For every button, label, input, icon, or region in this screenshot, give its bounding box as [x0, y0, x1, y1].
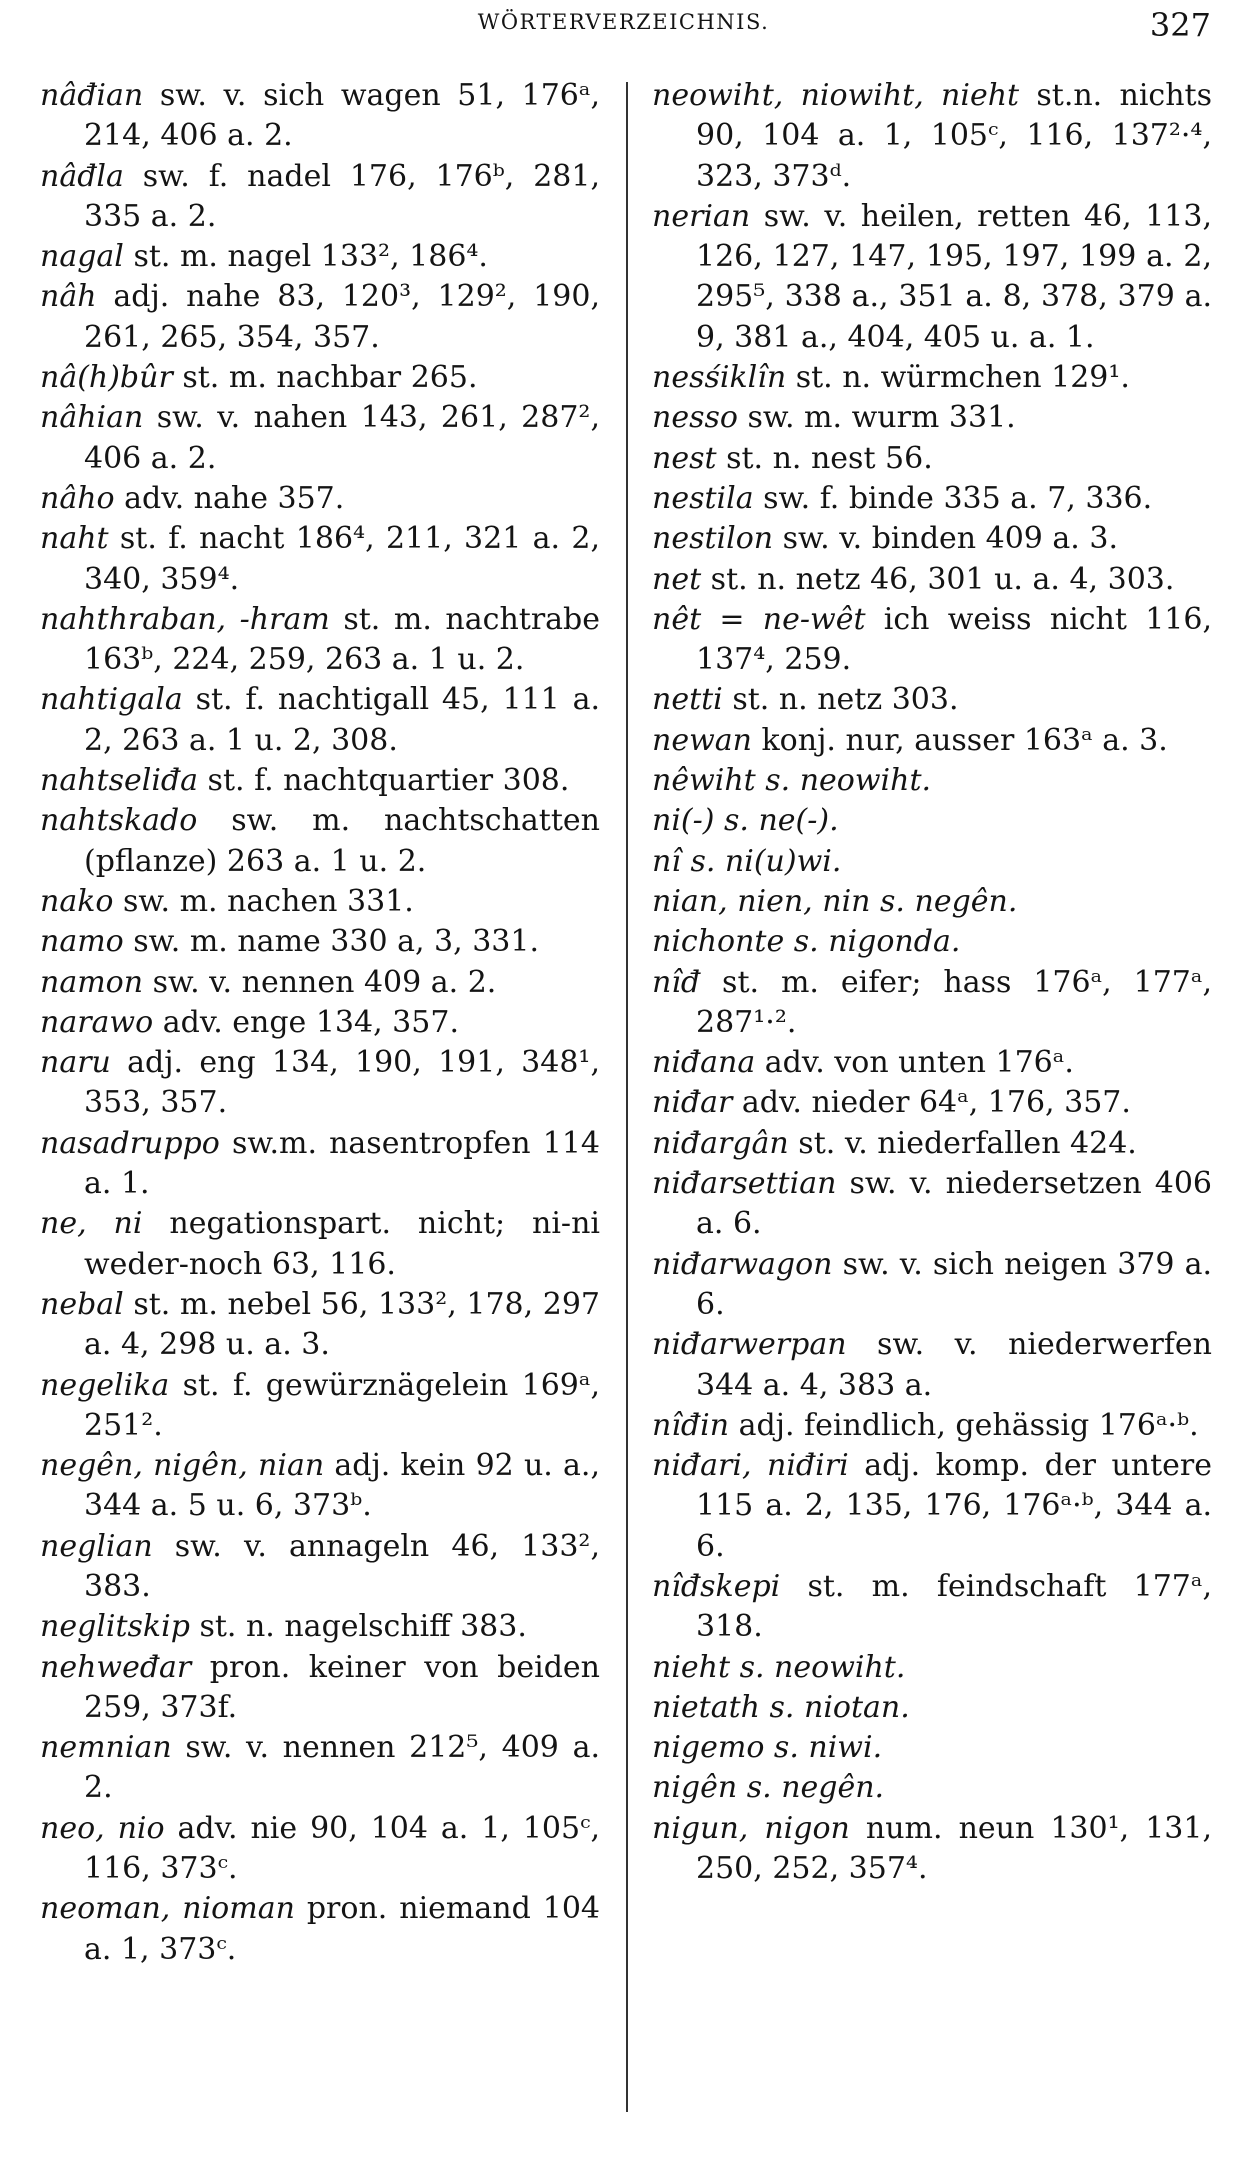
entry-text: st. f. nacht 186⁴, 211, 321 a. 2, 340, 359⁴.	[84, 521, 600, 597]
entry-text: ich weiss nicht 116, 137⁴, 259.	[696, 601, 1212, 678]
dictionary-entry	[40, 922, 600, 962]
entry-text: sw. v. nahen 143, 261, 287², 406 a. 2.	[84, 400, 600, 476]
entry-text: sw. v. nennen 409 a. 2.	[143, 964, 497, 1000]
headword: nâho	[40, 480, 115, 516]
dictionary-entry	[652, 1728, 1212, 1768]
dictionary-entry	[40, 1285, 600, 1366]
dictionary-entry	[40, 801, 600, 882]
entry-text: st. m. nachbar 265.	[172, 360, 478, 396]
dictionary-entry	[652, 761, 1212, 801]
headword: nigemo s. niwi.	[652, 1730, 883, 1766]
headword: nî s. ni(u)wi.	[652, 843, 842, 879]
running-title: WÖRTERVERZEICHNIS.	[477, 10, 770, 34]
headword: nieht s. neowiht.	[652, 1649, 906, 1685]
headword: nigun, nigon	[652, 1810, 850, 1846]
entry-text: st. m. nachtrabe 163ᵇ, 224, 259, 263 a. 1 u. 2.	[84, 601, 601, 678]
headword: nahtigala	[40, 682, 183, 718]
headword: naht	[40, 521, 109, 557]
headword: ni(-) s. ne(-).	[652, 803, 839, 839]
dictionary-entry	[40, 882, 600, 922]
dictionary-entry	[652, 1446, 1212, 1567]
headword: nîđin	[652, 1407, 730, 1443]
dictionary-entry	[652, 1124, 1212, 1164]
dictionary-entry	[652, 1325, 1212, 1406]
headword: nigên s. negên.	[652, 1770, 885, 1806]
headword: niđar	[652, 1085, 733, 1121]
dictionary-entry	[40, 963, 600, 1003]
dictionary-entry	[652, 1688, 1212, 1728]
headword: nebal	[40, 1286, 124, 1322]
headword: niđargân	[652, 1125, 789, 1161]
entry-text: st. n. würmchen 129¹.	[786, 360, 1130, 396]
headword: nîđskepi	[652, 1568, 781, 1604]
headword: niđari, niđiri	[652, 1448, 849, 1484]
entry-text: negationspart. nicht; ni-ni weder-noch 63, 116.	[84, 1206, 600, 1282]
dictionary-entry	[652, 560, 1212, 600]
headword: nahtseliđa	[40, 763, 199, 799]
entry-text: adj. feindlich, gehässig 176ᵃ·ᵇ.	[729, 1407, 1199, 1443]
dictionary-entry	[652, 197, 1212, 358]
entry-text: st. n. nagelschiff 383.	[189, 1609, 527, 1645]
headword: nako	[40, 883, 114, 919]
dictionary-entry	[652, 680, 1212, 720]
entry-text: sw. v. binden 409 a. 3.	[773, 521, 1119, 557]
dictionary-entry	[652, 1809, 1212, 1890]
dictionary-entry	[652, 882, 1212, 922]
dictionary-entry	[40, 76, 600, 157]
dictionary-entry	[652, 600, 1212, 681]
entry-text: adj. nahe 83, 120³, 129², 190, 261, 265, 354, 357.	[84, 279, 600, 355]
dictionary-entry	[40, 237, 600, 277]
entry-text: st. m. nagel 133², 186⁴.	[123, 239, 488, 275]
dictionary-entry	[40, 398, 600, 479]
headword: nahthraban, -hram	[40, 601, 330, 637]
dictionary-entry	[652, 842, 1212, 882]
dictionary-entry	[652, 76, 1212, 197]
entry-text: sw. v. niederwerfen 344 a. 4, 383 a.	[696, 1327, 1212, 1403]
entry-text: konj. nur, ausser 163ᵃ a. 3.	[751, 722, 1168, 758]
headword: nâđian	[40, 78, 144, 113]
dictionary-entry	[40, 1527, 600, 1608]
headword: narawo	[40, 1004, 154, 1040]
entry-text: sw. v. sich wagen 51, 176ᵃ, 214, 406 a. 2.	[84, 78, 600, 154]
headword: nesso	[652, 400, 738, 436]
entry-text: st. f. nachtigall 45, 111 a. 2, 263 a. 1 u. 2, 308.	[84, 682, 600, 758]
dictionary-entry	[652, 1043, 1212, 1083]
headword: nehweđar	[40, 1649, 192, 1685]
dictionary-entry	[40, 600, 600, 681]
headword: nâhian	[40, 400, 144, 436]
headword: nemnian	[40, 1730, 172, 1766]
entry-text: sw. m. nachen 331.	[113, 883, 414, 919]
dictionary-entry	[40, 1446, 600, 1527]
dictionary-entry	[40, 1889, 600, 1970]
dictionary-entry	[40, 761, 600, 801]
entry-text: st.n. nichts 90, 104 a. 1, 105ᶜ, 116, 137²·⁴, 323, 373ᵈ.	[696, 78, 1212, 194]
headword: neglian	[40, 1528, 153, 1564]
headword: neoman, nioman	[40, 1891, 295, 1927]
dictionary-entry	[40, 1809, 600, 1890]
headword: nagal	[40, 239, 124, 275]
dictionary-entry	[652, 1648, 1212, 1688]
entry-text: adv. nie 90, 104 a. 1, 105ᶜ, 116, 373ᶜ.	[84, 1810, 601, 1887]
entry-text: adv. nieder 64ᵃ, 176, 357.	[732, 1085, 1131, 1121]
headword: niđana	[652, 1045, 756, 1081]
right-column	[652, 76, 1212, 1889]
entry-text: sw. v. annageln 46, 133², 383.	[84, 1528, 600, 1604]
dictionary-entry	[652, 358, 1212, 398]
dictionary-entry	[40, 1204, 600, 1285]
headword: nîđ	[652, 964, 701, 1000]
dictionary-entry	[652, 963, 1212, 1044]
headword: neo, nio	[40, 1810, 165, 1846]
entry-text: sw. v. niedersetzen 406 a. 6.	[696, 1166, 1212, 1242]
entry-text: st. f. gewürznägelein 169ᵃ, 251².	[84, 1367, 600, 1443]
dictionary-entry	[40, 519, 600, 600]
dictionary-entry	[40, 1003, 600, 1043]
dictionary-entry	[40, 479, 600, 519]
headword: neglitskip	[40, 1609, 190, 1645]
headword: nichonte s. nigonda.	[652, 924, 961, 960]
headword: namon	[40, 964, 144, 1000]
entry-text: sw. v. nennen 212⁵, 409 a. 2.	[84, 1730, 600, 1806]
entry-text: sw. v. heilen, retten 46, 113, 126, 127, 147, 195, 197, 199 a. 2, 295⁵, 338 a., 351 a. 8, 378, 379 a. 9, 381 a., 404, 405 u. a. 1.	[696, 198, 1212, 355]
headword: niđarwerpan	[652, 1327, 847, 1363]
dictionary-entry	[40, 680, 600, 761]
entry-text: sw. m. nachtschatten (pflanze) 263 a. 1 u. 2.	[84, 803, 600, 879]
headword: nerian	[652, 198, 751, 234]
headword: namo	[40, 924, 124, 960]
entry-text: adv. von unten 176ᵃ.	[755, 1045, 1074, 1081]
headword: nian, nien, nin s. negên.	[652, 883, 1018, 919]
entry-text: st. v. niederfallen 424.	[788, 1125, 1137, 1161]
headword: net	[652, 561, 702, 597]
left-column	[40, 76, 600, 1970]
entry-text: st. m. nebel 56, 133², 178, 297 a. 4, 298 u. a. 3.	[84, 1286, 600, 1363]
headword: nestila	[652, 480, 754, 516]
dictionary-entry	[40, 1728, 600, 1809]
headword: nasadruppo	[40, 1125, 220, 1161]
dictionary-entry	[652, 922, 1212, 962]
dictionary-entry	[652, 1164, 1212, 1245]
dictionary-entry	[40, 1366, 600, 1447]
headword: niđarsettian	[652, 1166, 837, 1202]
dictionary-entry	[652, 721, 1212, 761]
headword: nest	[652, 440, 717, 476]
dictionary-entry	[652, 439, 1212, 479]
headword: negên, nigên, nian	[40, 1448, 325, 1484]
dictionary-entry	[652, 519, 1212, 559]
entry-text: st. n. netz 303.	[722, 682, 959, 718]
entry-text: st. n. netz 46, 301 u. a. 4, 303.	[701, 561, 1175, 597]
dictionary-entry	[40, 1607, 600, 1647]
entry-text: sw.m. nasentropfen 114 a. 1.	[84, 1125, 600, 1202]
headword: newan	[652, 722, 752, 758]
entry-text: sw. m. wurm 331.	[737, 400, 1016, 436]
headword: nâh	[40, 279, 97, 315]
entry-text: sw. m. name 330 a, 3, 331.	[123, 924, 540, 960]
entry-text: st. m. eifer; hass 176ᵃ, 177ᵃ, 287¹·².	[696, 964, 1212, 1040]
dictionary-entry	[40, 157, 600, 238]
dictionary-entry	[40, 1124, 600, 1205]
dictionary-entry	[652, 1567, 1212, 1648]
dictionary-entry	[652, 1768, 1212, 1808]
entry-text: adj. komp. der untere 115 a. 2, 135, 176, 176ᵃ·ᵇ, 344 a. 6.	[696, 1448, 1212, 1564]
headword: neowiht, niowiht, nieht	[652, 78, 1020, 113]
page-header	[0, 6, 1247, 54]
entry-text: sw. v. sich neigen 379 a. 6.	[696, 1246, 1212, 1322]
entry-text: adv. nahe 357.	[114, 480, 345, 516]
dictionary-entry	[40, 1648, 600, 1729]
dictionary-entry	[40, 358, 600, 398]
entry-text: st. f. nachtquartier 308.	[198, 763, 570, 799]
dictionary-entry	[652, 398, 1212, 438]
dictionary-entry	[652, 1245, 1212, 1326]
dictionary-entry	[652, 1406, 1212, 1446]
headword: netti	[652, 682, 723, 718]
headword: nietath s. niotan.	[652, 1689, 910, 1725]
entry-text: st. m. feindschaft 177ᵃ, 318.	[696, 1568, 1212, 1645]
column-divider	[626, 82, 628, 2112]
entry-text: adv. enge 134, 357.	[153, 1004, 459, 1040]
headword: nestilon	[652, 521, 774, 557]
dictionary-entry	[40, 277, 600, 358]
dictionary-entry	[40, 1043, 600, 1124]
entry-text: sw. f. nadel 176, 176ᵇ, 281, 335 a. 2.	[84, 158, 600, 234]
entry-text: sw. f. binde 335 a. 7, 336.	[753, 480, 1153, 516]
dictionary-entry	[652, 479, 1212, 519]
headword: ne, ni	[40, 1206, 143, 1242]
page-number: 327	[1149, 6, 1211, 44]
entry-text: st. n. nest 56.	[716, 440, 933, 476]
headword: nesśiklîn	[652, 360, 787, 396]
dictionary-entry	[652, 801, 1212, 841]
headword: naru	[40, 1045, 111, 1081]
headword: negelika	[40, 1367, 170, 1403]
entry-text: adj. eng 134, 190, 191, 348¹, 353, 357.	[84, 1045, 600, 1121]
entry-text: adj. kein 92 u. a., 344 a. 5 u. 6, 373ᵇ.	[84, 1448, 600, 1524]
entry-text: pron. keiner von beiden 259, 373f.	[84, 1649, 600, 1725]
headword: nâđla	[40, 158, 124, 194]
dictionary-entry	[652, 1083, 1212, 1123]
headword: nêt = ne-wêt	[652, 601, 866, 637]
entry-text: pron. niemand 104 a. 1, 373ᶜ.	[84, 1891, 600, 1967]
headword: nêwiht s. neowiht.	[652, 763, 932, 799]
headword: nâ(h)bûr	[40, 360, 173, 396]
entry-text: num. neun 130¹, 131, 250, 252, 357⁴.	[696, 1810, 1213, 1887]
headword: niđarwagon	[652, 1246, 833, 1282]
headword: nahtskado	[40, 803, 198, 839]
